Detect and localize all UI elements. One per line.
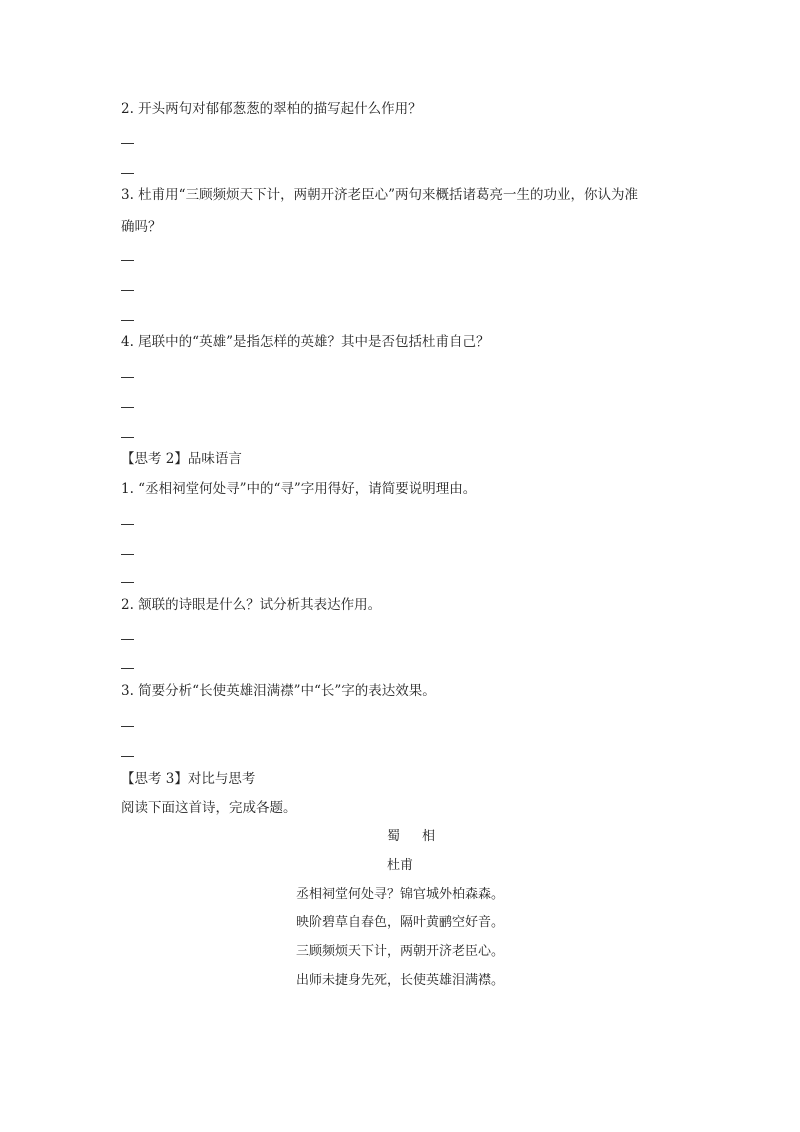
answer-blank[interactable] bbox=[121, 173, 134, 174]
question-4: 4. 尾联中的“英雄”是指怎样的英雄？其中是否包括杜甫自己？ bbox=[121, 334, 490, 350]
answer-blank[interactable] bbox=[121, 554, 134, 555]
answer-blank[interactable] bbox=[121, 639, 134, 640]
section-2-question-2: 2. 颔联的诗眼是什么？试分析其表达作用。 bbox=[121, 597, 382, 613]
section-2-question-1: 1. “丞相祠堂何处寻”中的“寻”字用得好，请简要说明理由。 bbox=[121, 481, 477, 497]
reading-instruction: 阅读下面这首诗，完成各题。 bbox=[121, 800, 297, 816]
answer-blank[interactable] bbox=[121, 668, 134, 669]
section-2-question-3: 3. 简要分析“长使英雄泪满襟”中“长”字的表达效果。 bbox=[121, 683, 436, 699]
question-3-line-2: 确吗？ bbox=[121, 219, 162, 235]
poem-verse: 丞相祠堂何处寻？锦官城外柏森森。 bbox=[295, 887, 504, 902]
answer-blank[interactable] bbox=[121, 320, 134, 321]
answer-blank[interactable] bbox=[121, 524, 134, 525]
poem-verse: 出师未捷身先死，长使英雄泪满襟。 bbox=[295, 973, 504, 988]
answer-blank[interactable] bbox=[121, 582, 134, 583]
poem-title: 蜀相 bbox=[386, 829, 457, 844]
answer-blank[interactable] bbox=[121, 290, 134, 291]
answer-blank[interactable] bbox=[121, 726, 134, 727]
question-2: 2. 开头两句对郁郁葱葱的翠柏的描写起什么作用？ bbox=[121, 101, 422, 117]
answer-blank[interactable] bbox=[121, 437, 134, 438]
poem-verse: 三顾频烦天下计，两朝开济老臣心。 bbox=[295, 944, 504, 959]
answer-blank[interactable] bbox=[121, 407, 134, 408]
answer-blank[interactable] bbox=[121, 143, 134, 144]
poem-author: 杜甫 bbox=[386, 858, 413, 873]
poem-verse: 映阶碧草自春色，隔叶黄鹂空好音。 bbox=[295, 915, 504, 930]
section-heading-think-2: 【思考 2】品味语言 bbox=[121, 451, 242, 467]
answer-blank[interactable] bbox=[121, 260, 134, 261]
answer-blank[interactable] bbox=[121, 377, 134, 378]
section-heading-think-3: 【思考 3】对比与思考 bbox=[121, 771, 256, 787]
question-3-line-1: 3. 杜甫用“三顾频烦天下计，两朝开济老臣心”两句来概括诸葛亮一生的功业，你认为准 bbox=[121, 187, 638, 203]
answer-blank[interactable] bbox=[121, 756, 134, 757]
